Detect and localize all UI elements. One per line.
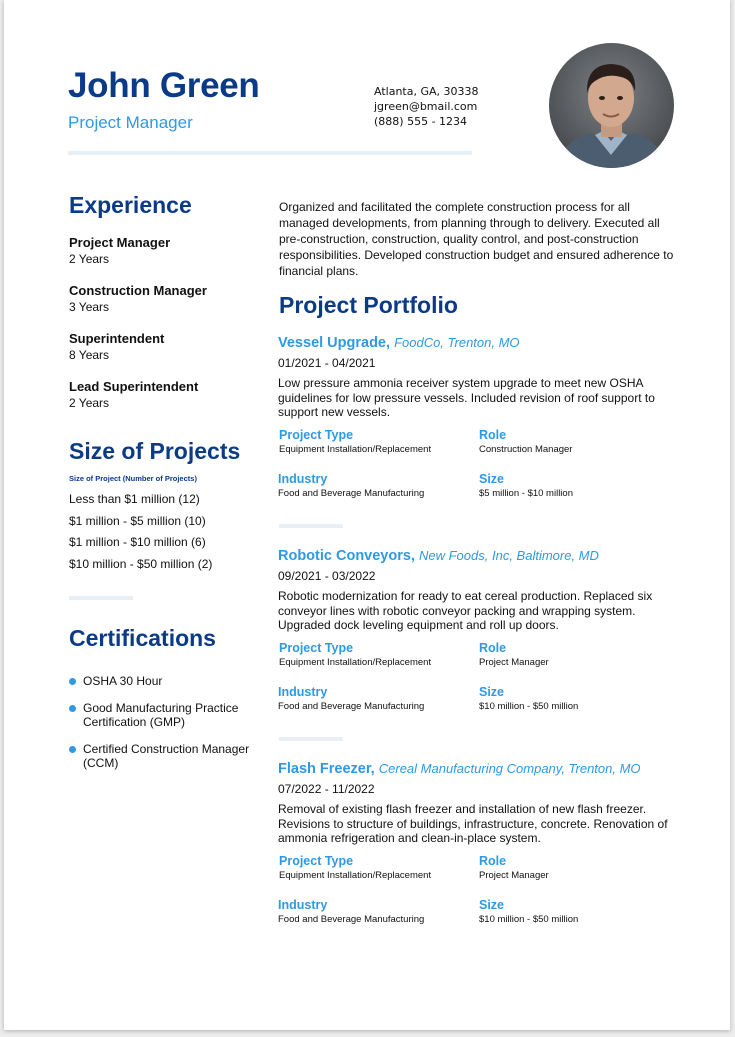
project-role-value: Project Manager: [479, 656, 549, 668]
project-role: [479, 641, 669, 668]
project-type: [279, 428, 469, 455]
certification-label: OSHA 30 Hour: [83, 674, 163, 688]
project-description: Robotic modernization for ready to eat cereal production. Replaced six conveyor lines with robotic conveyor packing and wrapping system. Upgraded dock leveling equipment and roll up doors.: [278, 589, 653, 632]
project-type: [279, 641, 469, 668]
certification-label: Certified Construction Manager (CCM): [83, 741, 250, 770]
size-item: $1 million - $5 million (10): [69, 513, 206, 528]
project-entry: [278, 335, 678, 514]
project-industry: [278, 898, 468, 925]
size-item: Less than $1 million (12): [69, 492, 200, 506]
project-name: Robotic Conveyors,: [278, 548, 415, 564]
size-item: $10 million - $50 million (2): [69, 556, 213, 571]
project-industry-label: Industry: [278, 897, 328, 912]
experience-item: [69, 234, 259, 268]
contact-phone: (888) 555 - 1234: [374, 115, 468, 128]
project-size-value: $5 million - $10 million: [479, 487, 573, 499]
certifications-list: [69, 674, 259, 783]
project-entry: [278, 761, 678, 940]
project-company: Cereal Manufacturing Company, Trenton, MO: [378, 761, 641, 776]
experience-item: [69, 378, 259, 412]
project-role-label: Role: [479, 427, 507, 442]
project-divider: [279, 524, 343, 528]
experience-title: Project Manager: [69, 235, 171, 250]
project-size-label: Size: [479, 684, 505, 699]
candidate-name: John Green: [68, 66, 260, 105]
size-item: $1 million - $10 million (6): [69, 535, 206, 549]
project-type-label: Project Type: [279, 853, 354, 868]
project-dates: 09/2021 - 03/2022: [278, 569, 376, 583]
contact-info: [374, 84, 479, 129]
size-of-projects-subheading: Size of Project (Number of Projects): [69, 474, 197, 483]
project-header: [278, 761, 678, 777]
project-header: [278, 548, 678, 564]
project-role-label: Role: [479, 640, 507, 655]
project-company: New Foods, Inc, Baltimore, MD: [419, 548, 599, 563]
experience-list: [69, 234, 259, 426]
project-size: [479, 898, 669, 925]
header-divider: [68, 151, 472, 155]
project-size: [479, 685, 669, 712]
project-details: [278, 428, 678, 514]
project-role-label: Role: [479, 853, 507, 868]
certification-label: Good Manufacturing Practice Certification (GMP): [83, 700, 239, 729]
project-role-value: Project Manager: [479, 869, 549, 881]
project-industry-value: Food and Beverage Manufacturing: [278, 487, 425, 499]
project-industry-label: Industry: [278, 684, 328, 699]
experience-title: Lead Superintendent: [69, 379, 199, 394]
experience-years: 2 Years: [69, 252, 110, 266]
project-industry-label: Industry: [278, 471, 328, 486]
project-size-label: Size: [479, 897, 505, 912]
experience-item: [69, 282, 259, 316]
project-role: [479, 854, 669, 881]
professional-summary: Organized and facilitated the complete construction process for all managed developments, from planning through to delivery. Executed all pre-construction, construction, quality control, and post-construction responsibilities. Developed construction budget and ensured adherence to financial plans.: [279, 200, 674, 278]
size-of-projects-heading: Size of Projects: [69, 438, 241, 464]
project-industry-value: Food and Beverage Manufacturing: [278, 913, 425, 925]
project-type-value: Equipment Installation/Replacement: [279, 656, 432, 668]
project-size-value: $10 million - $50 million: [479, 700, 579, 712]
project-details: [278, 641, 678, 727]
project-name: Vessel Upgrade,: [278, 335, 391, 351]
project-company: FoodCo, Trenton, MO: [394, 335, 520, 350]
experience-years: 2 Years: [69, 396, 110, 410]
project-role-value: Construction Manager: [479, 443, 573, 455]
project-type-value: Equipment Installation/Replacement: [279, 443, 432, 455]
bullet-icon: [69, 678, 76, 685]
certifications-heading: Certifications: [69, 625, 216, 651]
project-industry: [278, 472, 468, 499]
experience-heading: Experience: [69, 192, 192, 218]
bullet-icon: [69, 746, 76, 753]
bullet-icon: [69, 705, 76, 712]
project-details: [278, 854, 678, 940]
project-dates: 01/2021 - 04/2021: [278, 356, 376, 370]
section-divider: [69, 596, 133, 600]
certification-item: [69, 674, 259, 689]
experience-title: Construction Manager: [69, 283, 207, 298]
project-size-value: $10 million - $50 million: [479, 913, 579, 925]
project-divider: [279, 737, 343, 741]
project-type-value: Equipment Installation/Replacement: [279, 869, 432, 881]
portfolio-heading: Project Portfolio: [279, 292, 458, 318]
experience-title: Superintendent: [69, 331, 165, 346]
certification-item: [69, 701, 259, 730]
certification-item: [69, 742, 259, 771]
project-type-label: Project Type: [279, 640, 354, 655]
project-dates: 07/2022 - 11/2022: [278, 782, 375, 796]
experience-item: [69, 330, 259, 364]
project-header: [278, 335, 678, 351]
contact-email: jgreen@bmail.com: [374, 100, 478, 113]
project-type: [279, 854, 469, 881]
project-role: [479, 428, 669, 455]
project-entry: [278, 548, 678, 727]
experience-years: 8 Years: [69, 348, 110, 362]
experience-years: 3 Years: [69, 300, 110, 314]
project-industry: [278, 685, 468, 712]
profile-photo: [549, 43, 674, 168]
project-name: Flash Freezer,: [278, 761, 375, 777]
contact-address: Atlanta, GA, 30338: [374, 85, 479, 98]
project-size-label: Size: [479, 471, 505, 486]
project-industry-value: Food and Beverage Manufacturing: [278, 700, 425, 712]
project-type-label: Project Type: [279, 427, 354, 442]
project-description: Low pressure ammonia receiver system upgrade to meet new OSHA guidelines for low pressure vessels. Included revision of roof support to support new vessels.: [278, 376, 655, 419]
size-of-projects-list: [69, 489, 212, 575]
candidate-title: Project Manager: [68, 113, 193, 132]
project-size: [479, 472, 669, 499]
resume-page: [4, 0, 730, 1030]
project-description: Removal of existing flash freezer and installation of new flash freezer. Revisions to structure of buildings, infrastructure, concrete. Renovation of ammonia refrigeration and clean-in-place system.: [278, 802, 668, 845]
